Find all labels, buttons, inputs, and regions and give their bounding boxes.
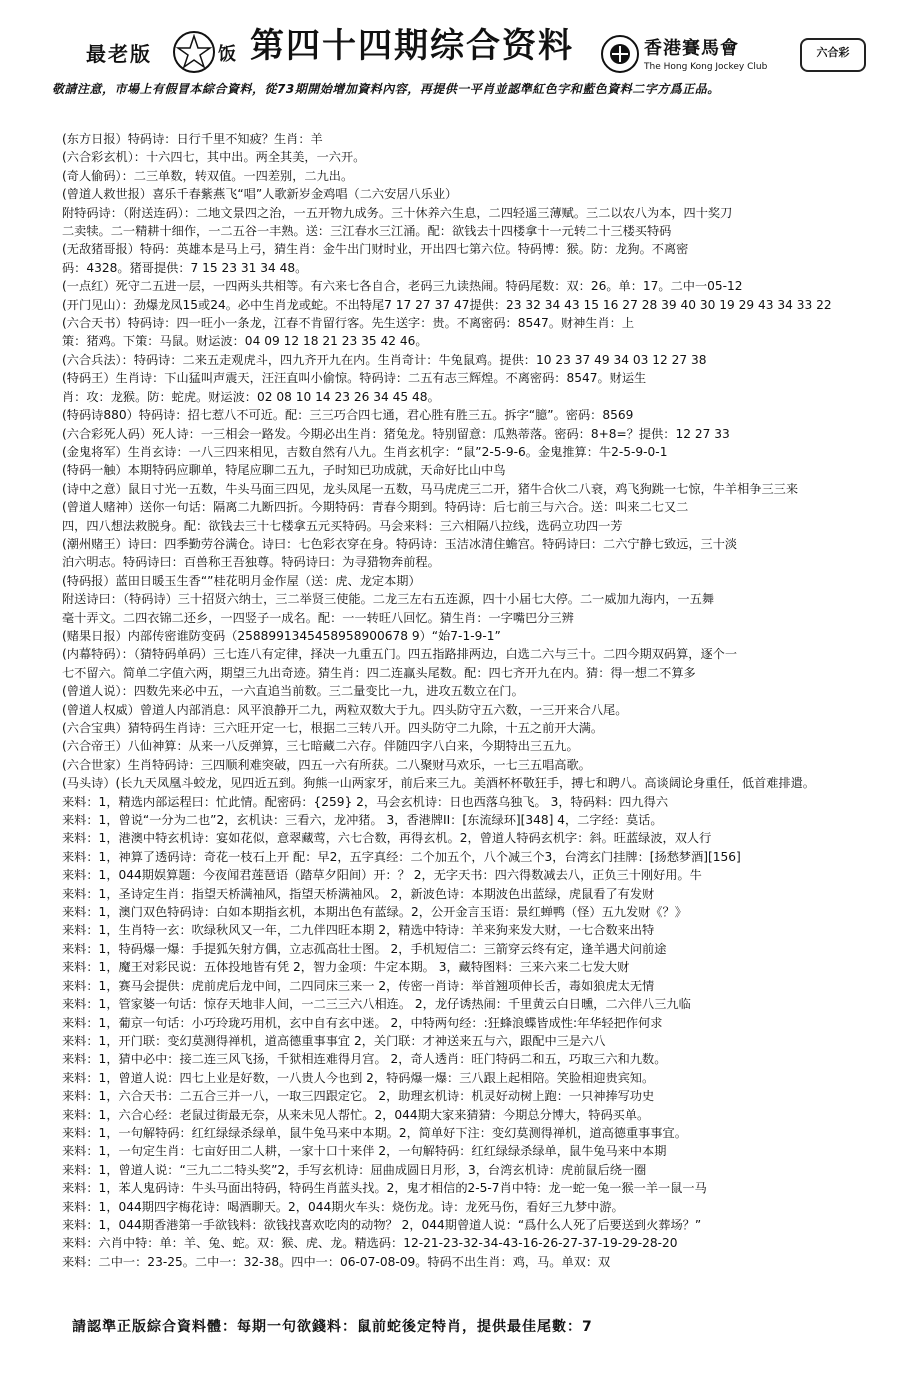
- content-body: [62, 130, 862, 1271]
- content-line: (曾道人权威）曾道人内部消息：风平浪静开二九，两粒双数大于九。四头防守五六数，一三开来合八尾。: [62, 702, 628, 717]
- content-line: (潮州赌王）诗曰：四季勤劳谷满仓。诗曰：七色彩衣穿在身。特码诗：玉洁冰清住蟾宫。特码诗曰：二六宁静七致远，三十淡: [62, 536, 738, 551]
- content-line: 来料：六肖中特：单：羊、兔、蛇。双：猴、虎、龙。精选码：12-21-23-32-34-43-16-26-27-37-19-29-28-20: [62, 1236, 678, 1251]
- content-line: (曾道人说）：四数先来必中五，一六直追当前数。三二量变比一九，进攻五数立在门。: [62, 684, 524, 699]
- content-line: (六合彩死人码）死人诗：一三相会一路发。今期必出生肖：猪兔龙。特别留意：瓜熟蒂落。密码：8+8=？提供：12 27 33: [62, 426, 730, 441]
- content-line: (东方日报）特码诗：日行千里不知疲？生肖：羊: [62, 132, 323, 146]
- content-line: 来料：1，曾道人说：四七上业是好数，一八贵人今也到 2，特码爆一爆：三八跟上起相陪。笑脸相迎贵宾知。: [62, 1070, 655, 1085]
- footer-text: 請認準正版綜合資料體：每期一句欲錢料：鼠前蛇後定特肖，提供最佳尾數：7: [72, 1319, 593, 1335]
- content-line: 来料：1，六合心经：老鼠过街最无奈，从来未见人帮忙。2，044期大家来猜猜：今期总分博大，特码买单。: [62, 1107, 650, 1122]
- content-line: 来料：1，精选内部运程曰：忙此情。配密码：{259} 2，马会玄机诗：日也西落乌独飞。 3，特码料：四九得六: [62, 794, 669, 809]
- content-line: 来料：1，葡京一句话：小巧玲珑巧用机，玄中自有玄中迷。 2，中特两句经：:狂蜂浪蝶皆成性:年华轻把作何求: [62, 1015, 663, 1030]
- content-line: 来料：1，猜中必中：接二连三风飞扬，千狱相连难得月宫。 2，奇人透肖：旺门特码二和五，巧取三六和九数。: [62, 1052, 667, 1067]
- content-line: (六合宝典）猜特码生肖诗：三六旺开定一七，根据二三转八开。四头防守二九除，十五之前开大满。: [62, 721, 604, 735]
- content-line: 来料：1，开门联：变幻莫测得禅机，道高德重事事宜 2，关门联：才神送来五与六，跟配中三是六八: [62, 1033, 606, 1048]
- content-line: (特码王）生肖诗：下山猛叫声震天，汪汪直叫小偷惊。特码诗：二五有志三辉煌。不离密码：8547。财运生: [62, 371, 647, 386]
- content-line: 来料：二中一：23-25。二中一：32-38。四中一：06-07-08-09。特码不出生肖：鸡，马。单双：双: [62, 1254, 611, 1269]
- content-line: (特码诗880）特码诗：招七惹八不可近。配：三三巧合四七通，君心胜有胜三五。拆字“臆”。密码：8569: [62, 408, 634, 423]
- content-line: 毫十弄文。二四衣锦二还乡，一四竖子一成名。配：一一转旺八回忆。猜生肖：一字嘴巴分三辨: [62, 610, 574, 625]
- content-line: 来料：1，一句解特码：红红绿绿杀绿单，鼠牛兔马来中本期。2，简单好下注：变幻莫测得禅机，道高德重事事宜。: [62, 1125, 687, 1140]
- content-line: (特码一触）本期特码应聊单，特尾应聊二五九，子时知已功成就，天命好比山中鸟: [62, 463, 506, 478]
- content-line: 来料：1，044期香港第一手欲钱料：欲钱找喜欢吃肉的动物？ 2，044期曾道人说：“爲什么人死了后要送到火葬场？”: [62, 1217, 702, 1232]
- content-line: (奇人偷码）：二三单数，转双值。一四差别，二九出。: [62, 168, 354, 183]
- content-line: (六合世家）生肖特码诗：三四顺利难突破，四五一六有所获。二八聚财马欢乐，一七三五唱高歌。: [62, 757, 591, 772]
- content-line: (六合兵法）：特码诗：二来五走观虎斗，四九齐开九在内。生肖奇计：牛兔鼠鸡。提供：10 23 37 49 34 03 12 27 38: [62, 352, 707, 367]
- content-line: 来料：1，澳门双色特码诗：白如本期指玄机，本期出色有蓝绿。2，公开金言玉语：景红蝉鸭（怪）五九发财《？》: [62, 905, 687, 920]
- content-line: 泊六明志。特码诗曰：百兽称王吾独尊。特码诗曰：为寻猎物奔前程。: [62, 555, 440, 570]
- content-line: (一点红）死守二五进一层，一四两头共相等。有六来七各自合，老码三九读热闹。特码尾数：双：26。单：17。二中一05-12: [62, 279, 743, 294]
- content-line: (曾道人赌神）送你一句话：隔离二九断四折。今期特码：青春今期到。特码诗：后七前三与六合。送：叫来二七又二: [62, 500, 689, 515]
- content-line: 肖：攻：龙猴。防：蛇虎。财运波：02 08 10 14 23 26 34 45 48。: [62, 389, 440, 404]
- content-line: 来料：1，魔王对彩民说：五体投地皆有凭 2，智力金项：牛定本期。 3，藏特图料：三来六来二七发大财: [62, 960, 630, 975]
- content-line: (六合帝王）八仙神算：从来一八反弹算，三七暗藏二六存。伴随四字八白来，今期特出三五九。: [62, 739, 579, 754]
- page-header: [0, 0, 906, 120]
- content-line: 来料：1，一句定生肖：七亩好田二人耕，一家十口十来伴 2，一句解特码：红红绿绿杀绿单，鼠牛兔马来中本期: [62, 1144, 667, 1159]
- content-line: (六合天书）特码诗：四一旺小一条龙，江春不肯留行客。先生送字：贵。不离密码：8547。财神生肖：上: [62, 316, 635, 331]
- content-line: 来料：1，曾说“一分为二也”2，玄机诀：三看六，龙冲猪。 3，香港牌II：[东流绿环][348] 4，二字经：莫话。: [62, 813, 663, 828]
- version-suffix: 饭: [218, 44, 236, 65]
- page-title: 第四十四期综合资料: [250, 26, 574, 66]
- version-text: 最老版: [86, 42, 152, 66]
- content-line: 二卖犊。二一精耕十细作，一二五谷一丰熟。送：三江春水三江涌。配：欲钱去十四楼拿十一元转二十三楼买特码: [62, 224, 672, 239]
- jockey-club-emblem-icon: [600, 34, 640, 74]
- content-line: (诗中之意）鼠日寸光一五数，牛头马面三四见，龙头凤尾一五数，马马虎虎三二开，猪牛合伙二八衰，鸡飞狗跳一七惊，牛羊相争三三来: [62, 481, 799, 496]
- club-name-en: The Hong Kong Jockey Club: [644, 62, 768, 72]
- content-line: 来料：1，生肖特一玄：吹绿秋风又一年，二九伴四旺本期 2，精选中特诗：羊来狗来发大财，一七合数来出特: [62, 923, 655, 938]
- content-line: 来料：1，六合天书：二五合三并一八，一取三四跟定它。 2，助理玄机诗：机灵好动树上跑：一只神捧写功史: [62, 1089, 655, 1104]
- content-line: 来料：1，044期娱算题：今夜闻君莲琶语（踏草夕阳间）开：？ 2，无字天书：四六得数减去八，正负三十刚好用。牛: [62, 868, 702, 883]
- content-line: (开门见山）：劲爆龙凤15或24。必中生肖龙或蛇。不出特尾7 17 27 37 47提供：23 32 34 43 15 16 27 28 39 40 30 19 29 43 34 33 22: [62, 297, 832, 312]
- content-line: 来料：1，曾道人说：“三九二二特头奖”2，手写玄机诗：屈曲成圆日月形，3，台湾玄机诗：虎前鼠后绕一圈: [62, 1162, 647, 1177]
- content-line: 来料：1，苯人鬼码诗：牛头马面出特码，特码生肖蓝头找。2，鬼才相信的2-5-7肖中特：龙一蛇一兔一猴一羊一鼠一马: [62, 1181, 707, 1196]
- brand-logo-icon: 六合彩: [800, 38, 866, 72]
- content-line: 来料：1，港澳中特玄机诗：宴如花似，意翠藏莺，六七合数，再得玄机。2，曾道人特码玄机字：斜。旺蓝绿波，双人行: [62, 831, 712, 846]
- version-label: [86, 38, 152, 67]
- content-line: (曾道人救世报）喜乐千春紫燕飞“唱”人歌新岁金鸡唱（二六安居八乐业）: [62, 187, 458, 202]
- content-line: 七不留六。简单二字值六两，期望三九出奇迹。猜生肖：四二连赢头尾数。配：四七齐开九在内。猜：得一想二不算多: [62, 665, 696, 680]
- star-emblem-icon: [172, 30, 216, 74]
- club-name-cn: 香港賽馬會: [644, 38, 739, 59]
- content-line: 码：4328。猪哥提供：7 15 23 31 34 48。: [62, 260, 308, 275]
- content-line: 来料：1，神算了透码诗：奇花一枝石上开 配：早2，五字真经：二个加五个，八个减三个3，台湾玄门挂牌：[扬愁梦酒][156]: [62, 849, 741, 864]
- content-line: 来料：1，特码爆一爆：手提狐矢射方偶，立志孤高壮士图。 2，手机短信二：三箭穿云终有定，逢羊遇犬问前途: [62, 941, 667, 956]
- content-line: 来料：1，044期四字梅花诗：喝酒聊天。2，044期火车头：烧伤龙。诗：龙死马伤，看好三九梦中游。: [62, 1199, 624, 1214]
- content-line: 来料：1，管家婆一句话：惊存天地非人间，一二三三六八相连。 2，龙仔诱热闹：千里黄云白日曛，二六伴八三九临: [62, 997, 691, 1012]
- content-line: 策：猪鸡。下策：马鼠。财运波：04 09 12 18 21 23 35 42 46。: [62, 334, 428, 349]
- content-line: 来料：1，赛马会提供：虎前虎后龙中间，二四同床三来一 2，传密一肖诗：举首翘项伸长舌，毒如狼虎太无情: [62, 978, 655, 993]
- club-name: [644, 34, 767, 72]
- content-line: (马头诗）(长九天凤凰斗蛟龙，见四近五到。狗熊一山两家牙，前后来三九。美酒杯杯敬狂手，搏七和聘八。高谈阔论身重任，低首难排遣。: [62, 776, 815, 791]
- content-line: (无敌猪哥报）特码：英雄本是马上弓，猜生肖：金牛出门财时业，开出四七第六位。特码博：猴。防：龙狗。不离密: [62, 242, 689, 257]
- content-line: 来料：1，圣诗定生肖：指望天桥满袖风，指望天桥满袖风。 2，新波色诗：本期波色出蓝绿，虎鼠看了有发财: [62, 886, 655, 901]
- content-line: 附送诗曰：（特码诗）三十招贤六纳士，三二举贤三使能。二龙三左右五连源，四十小届七大停。二一威加九海内，一五舞: [62, 592, 715, 607]
- content-line: 附特码诗：（附送连码）：二地文景四之治，一五开物九成务。三十休养六生息，二四轻遥三薄赋。三二以农八为本，四十奖刀: [62, 205, 733, 220]
- content-line: (六合彩玄机）：十六四七，其中出。两全其美，一六开。: [62, 150, 366, 165]
- content-line: (特码报）蓝田日暖玉生香“”桂花明月金作屋（送：虎、龙定本期）: [62, 573, 421, 588]
- notice-text: 敬請注意，市場上有假冒本綜合資料，從73期開始增加資料內容，再提供一平肖並認準紅色字和藍色資料二字方爲正品。: [52, 82, 720, 96]
- content-line: (金鬼将军）生肖玄诗：一八三四来相见，吉数自然有八九。生肖玄机字：“鼠”2-5-9-6。金鬼推算：牛2-5-9-0-1: [62, 444, 668, 459]
- content-line: (内幕特码）：（猜特码单码）三七连八有定律，择决一九重五门。四五指路排两边，白选二六与三十。二四今期双码算，逐个一: [62, 647, 738, 662]
- content-line: 四，四八想法救脱身。配：欲钱去三十七楼拿五元买特码。马会来料：三六相隔八拉线，选码立功四一芳: [62, 518, 623, 533]
- content-line: (赌果日报）内部传密谁防变码（2588991345458958900678 9）“始7-1-9-1”: [62, 628, 501, 643]
